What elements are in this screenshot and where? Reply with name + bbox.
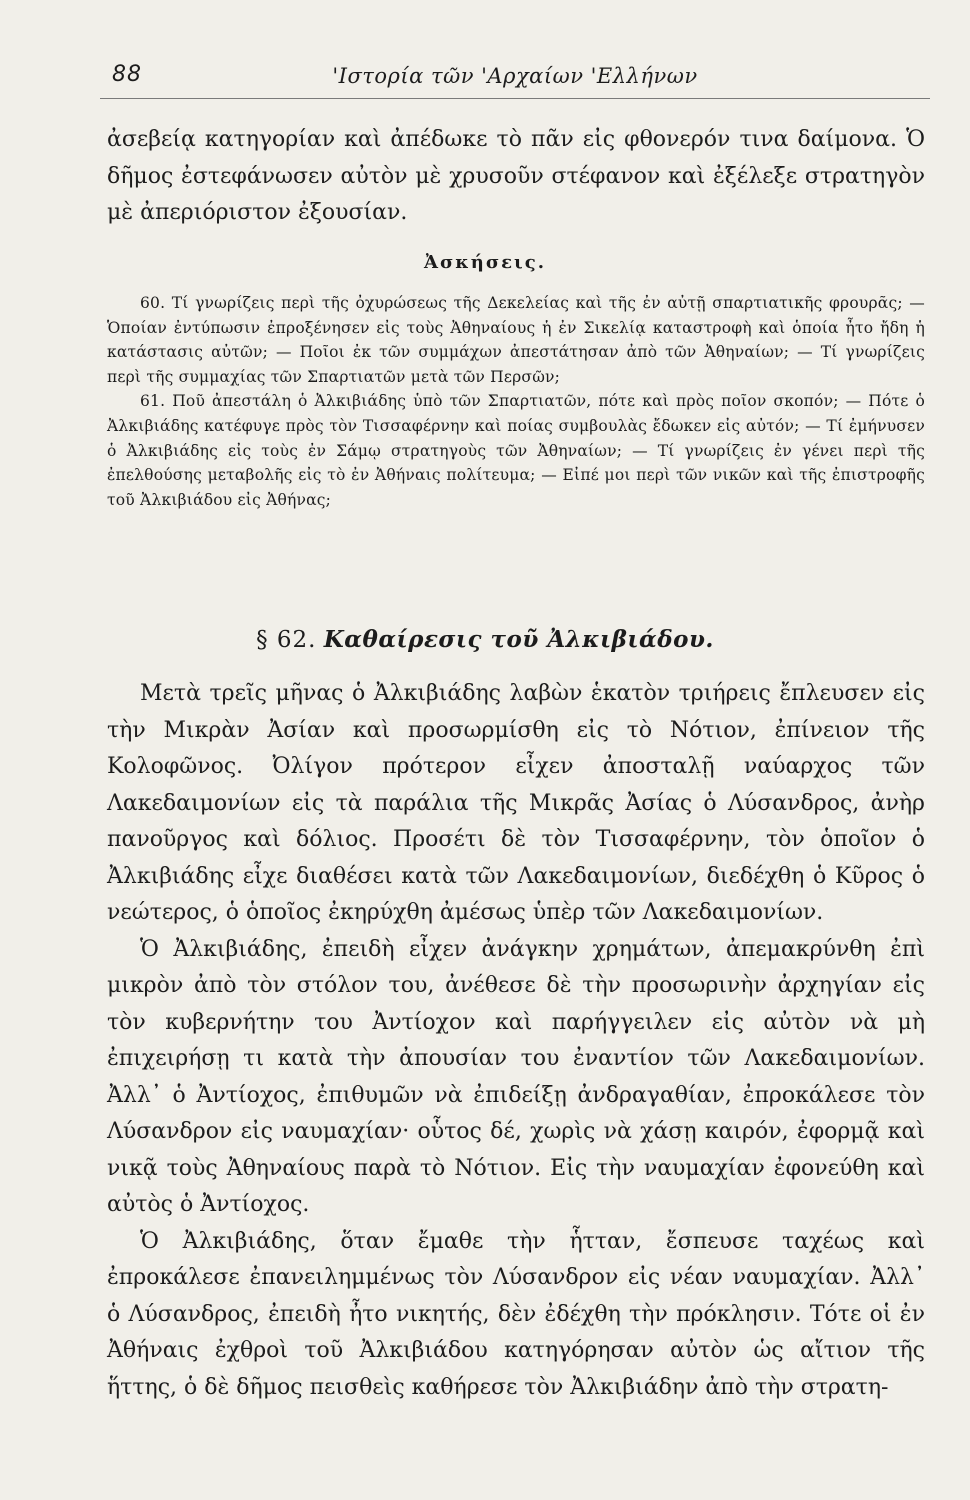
top-text-block [107,122,925,232]
body-text [107,676,925,1406]
section-heading [0,626,970,653]
body-paragraph: Μετὰ τρεῖς μῆνας ὁ Ἀλκιβιάδης λαβὼν ἑκατὸν τριήρεις ἔπλευσεν εἰς τὴν Μικρὰν Ἀσίαν καὶ προσωρμίσθη εἰς τὸ Νότιον, ἐπίνειον τῆς Κολοφῶνος. Ὀλίγον πρότερον εἶχεν ἀποσταλῇ ναύαρχος τῶν Λακεδαιμονίων εἰς τὰ παράλια τῆς Μικρᾶς Ἀσίας ὁ Λύσανδρος, ἀνὴρ πανοῦργος καὶ δόλιος. Προσέτι δὲ τὸν Τισσαφέρνην, τὸν ὁποῖον ὁ Ἀλκιβιάδης εἶχε διαθέσει κατὰ τῶν Λακεδαιμονίων, διεδέχθη ὁ Κῦρος ὁ νεώτερος, ὁ ὁποῖος ἐκηρύχθη ἀμέσως ὑπὲρ τῶν Λακεδαιμονίων. [107,681,925,925]
body-paragraph: Ὁ Ἀλκιβιάδης, ὅταν ἔμαθε τὴν ἧτταν, ἔσπευσε ταχέως καὶ ἐπροκάλεσε ἐπανειλημμένως τὸν Λύσανδρον εἰς νέαν ναυμαχίαν. Ἀλλ᾽ ὁ Λύσανδρος, ἐπειδὴ ἦτο νικητής, δὲν ἐδέχθη τὴν πρόκλησιν. Τότε οἱ ἐν Ἀθήναις ἐχθροὶ τοῦ Ἀλκιβιάδου κατηγόρησαν αὐτὸν ὡς αἴτιον τῆς ἥττης, ὁ δὲ δῆμος πεισθεὶς καθήρεσε τὸν Ἀλκιβιάδην ἀπὸ τὴν στρατη- [107,1228,925,1400]
page-header [100,62,930,99]
exercise-60: 60. Τί γνωρίζεις περὶ τῆς ὀχυρώσεως τῆς Δεκελείας καὶ τῆς ἐν αὐτῇ σπαρτιατικῆς φρουρᾶς; — Ὁποίαν ἐντύπωσιν ἐπροξένησεν εἰς τοὺς Ἀθηναίους ἡ ἐν Σικελίᾳ καταστροφὴ καὶ ὁποία ἦτο ἤδη ἡ κατάστασις αὐτῶν; — Ποῖοι ἐκ τῶν συμμάχων ἀπεστάτησαν ἀπὸ τῶν Ἀθηναίων; — Τί γνωρίζεις περὶ τῆς συμμαχίας τῶν Σπαρτιατῶν μετὰ τῶν Περσῶν; [107,294,925,386]
section-number: § 62. [256,627,317,653]
exercises-block [107,291,925,512]
top-paragraph: ἀσεβείᾳ κατηγορίαν καὶ ἀπέδωκε τὸ πᾶν εἰς φθονερόν τινα δαίμονα. Ὁ δῆμος ἐστεφάνωσεν αὐτὸν μὲ χρυσοῦν στέφανον καὶ ἐξέλεξε στρατηγὸν μὲ ἀπεριόριστον ἐξουσίαν. [107,127,925,225]
section-title: Καθαίρεσις τοῦ Ἀλκιβιάδου. [323,626,714,653]
body-paragraph: Ὁ Ἀλκιβιάδης, ἐπειδὴ εἶχεν ἀνάγκην χρημάτων, ἀπεμακρύνθη ἐπὶ μικρὸν ἀπὸ τὸν στόλον του, ἀνέθεσε δὲ τὴν προσωρινὴν ἀρχηγίαν εἰς τὸν κυβερνήτην του Ἀντίοχον καὶ παρήγγειλεν εἰς αὐτὸν νὰ μὴ ἐπιχειρήσῃ τι κατὰ τὴν ἀπουσίαν του ἐναντίον τῶν Λακεδαιμονίων. Ἀλλ᾽ ὁ Ἀντίοχος, ἐπιθυμῶν νὰ ἐπιδείξῃ ἀνδραγαθίαν, ἐπροκάλεσε τὸν Λύσανδρον εἰς ναυμαχίαν· οὗτος δέ, χωρὶς νὰ χάσῃ καιρόν, ἐφορμᾷ καὶ νικᾷ τοὺς Ἀθηναίους παρὰ τὸ Νότιον. Εἰς τὴν ναυμαχίαν ἐφονεύθη καὶ αὐτὸς ὁ Ἀντίοχος. [107,936,925,1217]
exercise-61: 61. Ποῦ ἀπεστάλη ὁ Ἀλκιβιάδης ὑπὸ τῶν Σπαρτιατῶν, πότε καὶ πρὸς ποῖον σκοπόν; — Πότε ὁ Ἀλκιβιάδης κατέφυγε πρὸς τὸν Τισσαφέρνην καὶ ποίας συμβουλὰς ἔδωκεν εἰς αὐτόν; — Τί ἐμήνυσεν ὁ Ἀλκιβιάδης εἰς τοὺς ἐν Σάμῳ στρατηγοὺς τῶν Ἀθηναίων; — Τί γνωρίζεις ἐν γένει περὶ τῆς ἐπελθούσης μεταβολῆς εἰς τὸ ἐν Ἀθήναις πολίτευμα; — Εἰπέ μοι περὶ τῶν νικῶν καὶ τῆς ἐπιστροφῆς τοῦ Ἀλκιβιάδου εἰς Ἀθήνας; [107,392,925,509]
page-number: 88 [112,62,142,87]
exercises-heading: Ἀσκήσεις. [424,252,546,273]
running-title: 'Ιστορία τῶν 'Αρχαίων 'Ελλήνων [332,64,698,88]
